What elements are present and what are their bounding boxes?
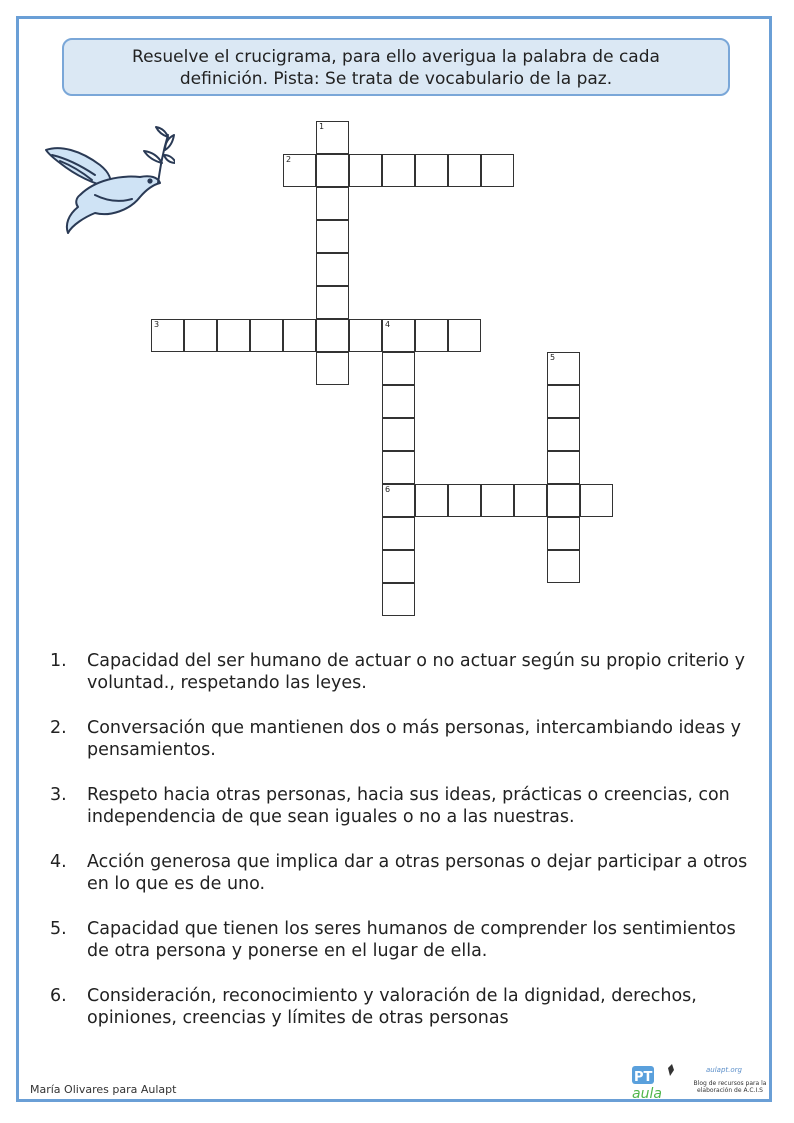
logo-site: aulapt.org: [706, 1066, 742, 1074]
clue-number-1: 1: [319, 122, 325, 131]
crossword-cell[interactable]: [382, 550, 415, 583]
clue-item-text: Respeto hacia otras personas, hacia sus ideas, prácticas o creencias, con independencia de que sean iguales o no a las nuestras.: [87, 785, 730, 827]
crossword-cell[interactable]: [448, 319, 481, 352]
crossword-cell[interactable]: [415, 484, 448, 517]
clue-item: [50, 985, 750, 1029]
crossword-cell[interactable]: [316, 286, 349, 319]
crossword-cell[interactable]: [382, 154, 415, 187]
crossword-cell[interactable]: [547, 418, 580, 451]
crossword-cell[interactable]: [316, 121, 349, 154]
crossword-cell[interactable]: [184, 319, 217, 352]
crossword-cell[interactable]: [547, 352, 580, 385]
clue-number-5: 5: [550, 353, 556, 362]
crossword-cell[interactable]: [547, 451, 580, 484]
clue-number-2: 2: [286, 155, 292, 164]
clue-item-number: 2.: [50, 718, 67, 738]
crossword-cell[interactable]: [382, 352, 415, 385]
crossword-cell[interactable]: [448, 154, 481, 187]
instructions-line-2: definición. Pista: Se trata de vocabulario de la paz.: [179, 69, 613, 89]
clue-item: [50, 851, 750, 895]
svg-text:PT: PT: [634, 1070, 653, 1085]
crossword-cell[interactable]: [481, 154, 514, 187]
crossword-cell[interactable]: [316, 352, 349, 385]
crossword-cell[interactable]: [316, 319, 349, 352]
crossword-cell[interactable]: [547, 517, 580, 550]
crossword-cell[interactable]: [217, 319, 250, 352]
clue-item-number: 3.: [50, 785, 67, 805]
clue-item-text: Capacidad del ser humano de actuar o no actuar según su propio criterio y voluntad., respetando las leyes.: [87, 651, 746, 693]
clue-item-number: 4.: [50, 852, 67, 872]
crossword-cell[interactable]: [448, 484, 481, 517]
crossword-cell[interactable]: [481, 484, 514, 517]
clue-number-6: 6: [385, 485, 391, 494]
crossword-cell[interactable]: [349, 319, 382, 352]
crossword-cell[interactable]: [316, 187, 349, 220]
crossword-cell[interactable]: [250, 319, 283, 352]
clue-item-number: 1.: [50, 651, 67, 671]
crossword-cell[interactable]: [382, 385, 415, 418]
crossword-cell[interactable]: [316, 220, 349, 253]
clue-number-3: 3: [154, 320, 160, 329]
crossword-cell[interactable]: [415, 319, 448, 352]
clue-item: [50, 918, 750, 962]
clue-item: [50, 784, 750, 828]
crossword-cell[interactable]: [580, 484, 613, 517]
crossword-cell[interactable]: [382, 583, 415, 616]
clue-item-text: Capacidad que tienen los seres humanos de comprender los sentimientos de otra persona y ponerse en el lugar de ella.: [87, 919, 736, 961]
logo-tagline: Blog de recursos para la elaboración de A.C.I.S: [693, 1080, 767, 1094]
clues-list: [50, 650, 750, 1052]
clue-item-number: 5.: [50, 919, 67, 939]
clue-item-text: Consideración, reconocimiento y valoración de la dignidad, derechos, opiniones, creencias y límites de otras personas: [87, 986, 697, 1028]
svg-text:aula: aula: [632, 1086, 662, 1102]
clue-item: [50, 717, 750, 761]
clue-number-4: 4: [385, 320, 391, 329]
footer-author: María Olivares para Aulapt: [30, 1083, 177, 1096]
crossword-cell[interactable]: [382, 418, 415, 451]
clue-item-number: 6.: [50, 986, 67, 1006]
crossword-cell[interactable]: [547, 484, 580, 517]
clue-item-text: Acción generosa que implica dar a otras personas o dejar participar a otros en lo que es de uno.: [87, 852, 748, 894]
crossword-cell[interactable]: [382, 517, 415, 550]
crossword-cell[interactable]: [316, 253, 349, 286]
crossword-cell[interactable]: [316, 154, 349, 187]
crossword-cell[interactable]: [349, 154, 382, 187]
crossword-cell[interactable]: [283, 154, 316, 187]
clue-item: [50, 650, 750, 694]
crossword-cell[interactable]: [415, 154, 448, 187]
crossword-cell[interactable]: [382, 484, 415, 517]
crossword-cell[interactable]: [283, 319, 316, 352]
crossword-cell[interactable]: [382, 451, 415, 484]
crossword-cell[interactable]: [547, 385, 580, 418]
crossword-cell[interactable]: [547, 550, 580, 583]
crossword-cell[interactable]: [382, 319, 415, 352]
crossword-cell[interactable]: [514, 484, 547, 517]
instructions-line-1: Resuelve el crucigrama, para ello averigua la palabra de cada: [132, 47, 660, 67]
clue-item-text: Conversación que mantienen dos o más personas, intercambiando ideas y pensamientos.: [87, 718, 742, 760]
crossword-cell[interactable]: [151, 319, 184, 352]
